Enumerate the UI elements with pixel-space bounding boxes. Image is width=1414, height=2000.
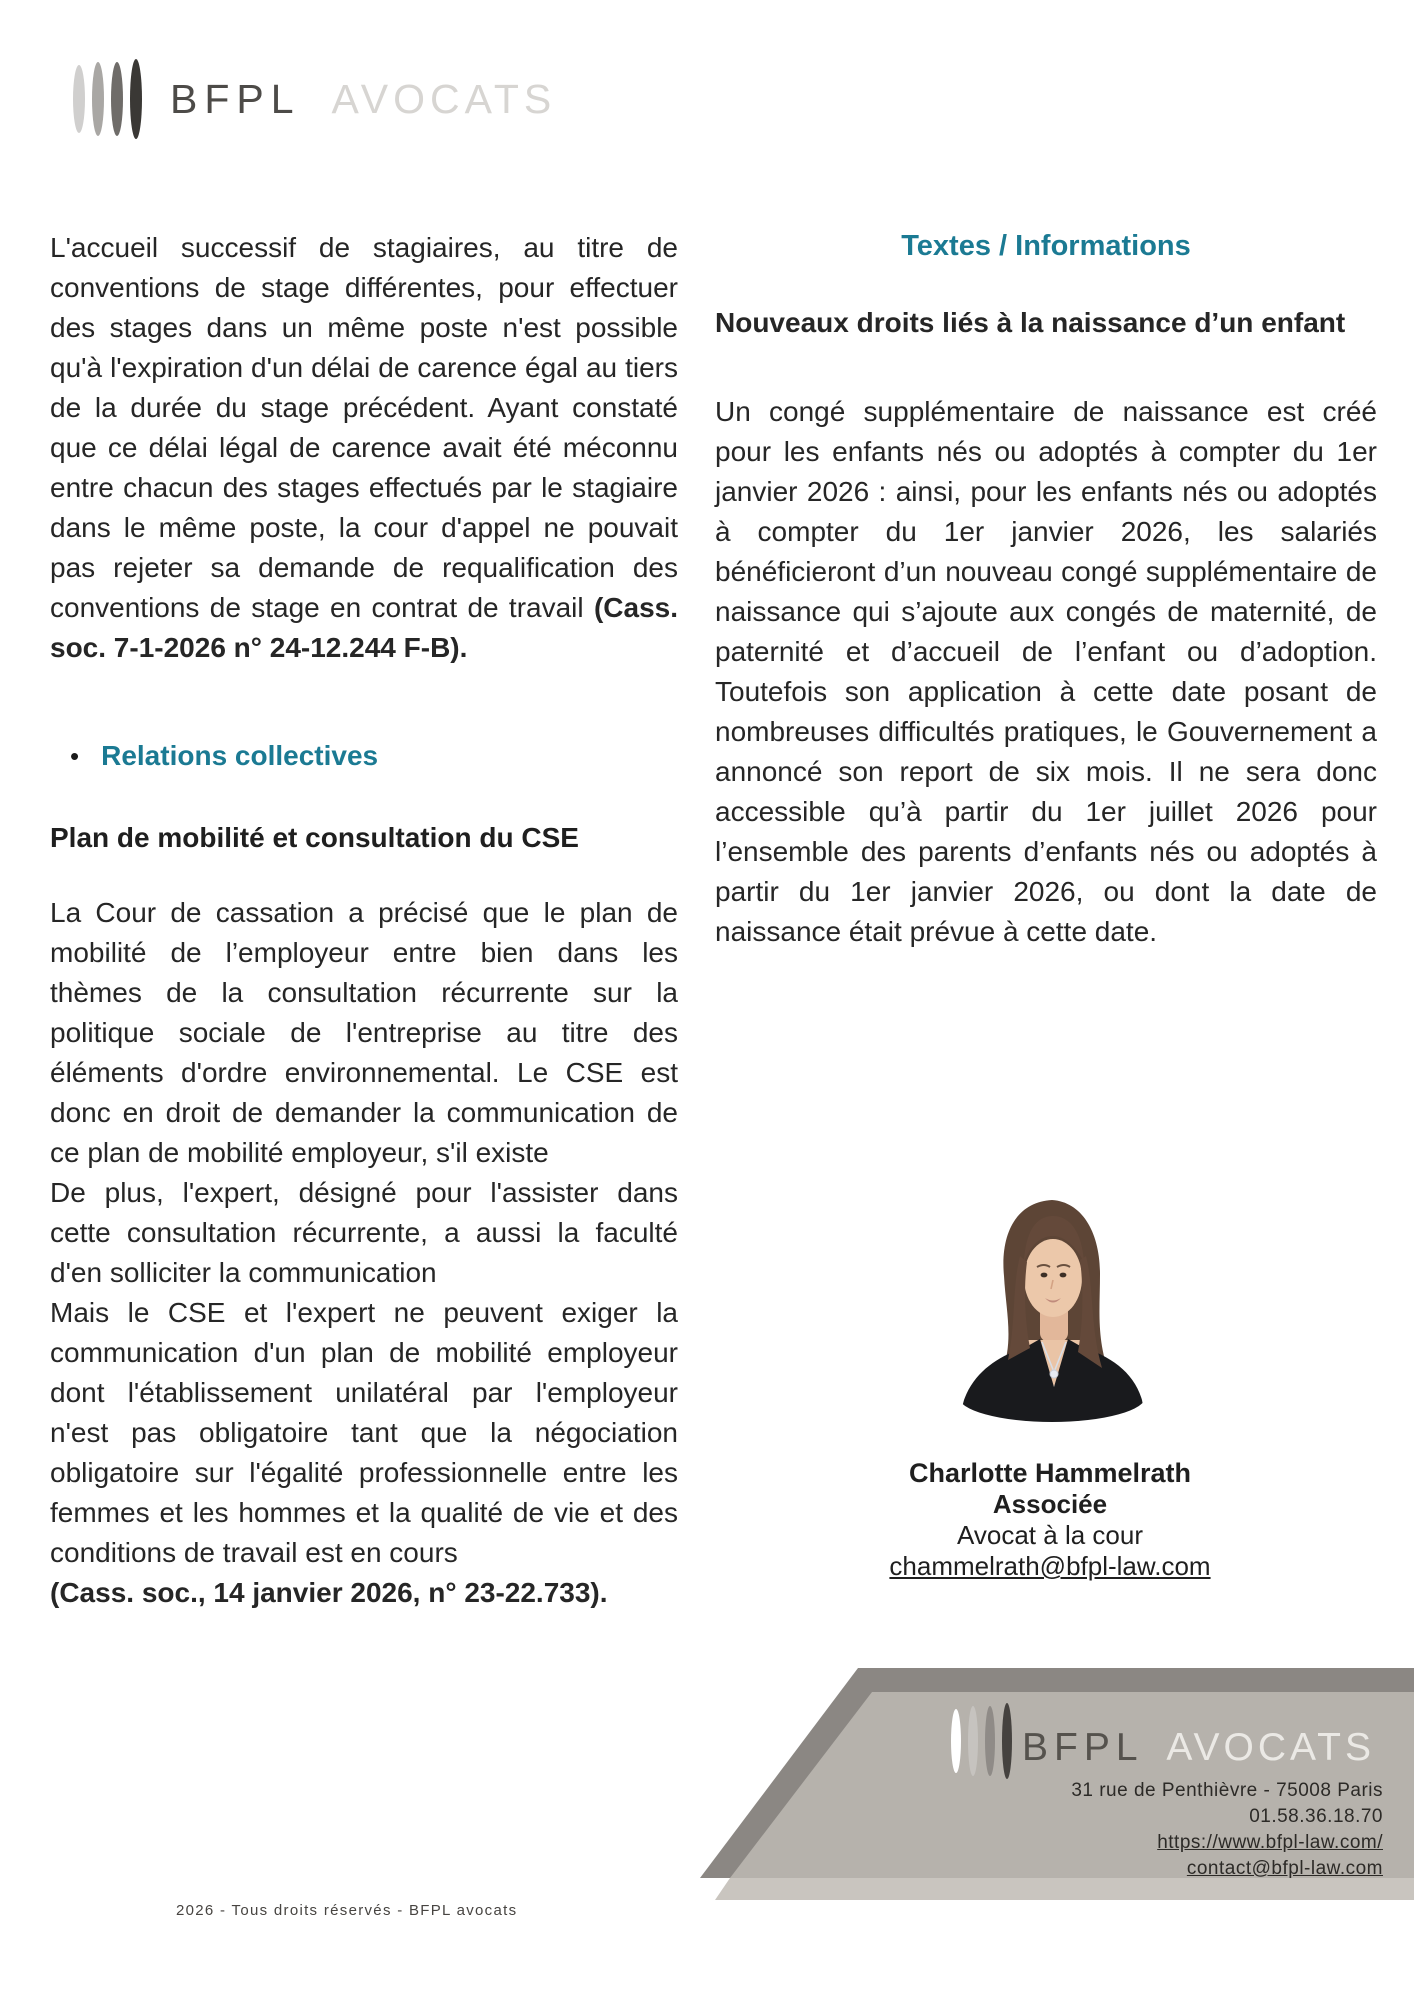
case-reference-2: (Cass. soc., 14 janvier 2026, n° 23-22.733). (50, 1577, 608, 1608)
footer-brand-primary: BFPL (1022, 1726, 1144, 1769)
section-bullet-heading (70, 736, 678, 776)
body-paragraph-a: La Cour de cassation a précisé que le plan de mobilité de l’employeur entre bien dans les thèmes de la consultation récurrente sur la politique sociale de l'entreprise au titre des éléments d'ordre environnemental. Le CSE est donc en droit de demander la communication de ce plan de mobilité employeur, s'il existe (50, 897, 678, 1168)
brand-name-primary: BFPL (170, 75, 300, 122)
article-heading: Nouveaux droits liés à la naissance d’un enfant (715, 307, 1346, 338)
header-logo (70, 56, 556, 142)
footer-logo-bars-icon (948, 1700, 1014, 1782)
brand-name-secondary: AVOCATS (331, 75, 557, 122)
body-paragraph-b: De plus, l'expert, désigné pour l'assister dans cette consultation récurrente, a aussi la faculté d'en solliciter la communication (50, 1177, 678, 1288)
intro-paragraph (50, 228, 678, 668)
article-paragraph: Un congé supplémentaire de naissance est créé pour les enfants nés ou adoptés à compter du 1er janvier 2026 : ainsi, pour les enfants nés ou adoptés à compter du 1er janvier 2026, les salariés bénéficieront d’un nouveau congé supplémentaire de naissance qui s’ajoute aux congés de maternité, de paternité et d’accueil de l’enfant ou d’adoption. Toutefois son application à cette date posant de nombreuses difficultés pratiques, le Gouvernement a annoncé son report de six mois. Il ne sera donc accessible qu’à partir du 1er juillet 2026 pour l’ensemble des parents d’enfants nés ou adoptés à partir du 1er janvier 2026, ou dont la date de naissance était prévue à cette date. (715, 396, 1377, 947)
brand-wordmark (170, 76, 556, 123)
footer-phone: 01.58.36.18.70 (1249, 1806, 1383, 1827)
contact-role: Associée (992, 1489, 1108, 1519)
footer-website-link[interactable]: https://www.bfpl-law.com/ (1157, 1832, 1383, 1853)
contact-title: Avocat à la cour (957, 1520, 1143, 1550)
contact-block (760, 1458, 1340, 1582)
left-column (50, 228, 678, 1613)
portrait-photo (958, 1188, 1146, 1422)
copyright-text: 2026 - Tous droits réservés - BFPL avocats (176, 1902, 518, 1919)
footer-email-link[interactable]: contact@bfpl-law.com (1186, 1858, 1383, 1879)
footer-brand-wordmark (1022, 1726, 1375, 1770)
section-heading: Textes / Informations (901, 230, 1191, 262)
woman-portrait-icon (958, 1188, 1146, 1422)
logo-bars-icon (70, 56, 144, 142)
footer-brand-secondary: AVOCATS (1166, 1726, 1375, 1769)
contact-email-link[interactable]: chammelrath@bfpl-law.com (889, 1551, 1211, 1581)
contact-name: Charlotte Hammelrath (908, 1458, 1192, 1488)
intro-paragraph-text: L'accueil successif de stagiaires, au titre de conventions de stage différentes, pour effectuer des stages dans un même poste n'est possible qu'à l'expiration d'un délai de carence égal au tiers de la durée du stage précédent. Ayant constaté que ce délai légal de carence avait été méconnu entre chacun des stages effectués par le stagiaire dans le même poste, la cour d'appel ne pouvait pas rejeter sa demande de requalification des conventions de stage en contrat de travail (50, 232, 678, 623)
body-paragraph-c: Mais le CSE et l'expert ne peuvent exiger la communication d'un plan de mobilité employeur dont l'établissement unilatéral par l'employeur n'est pas obligatoire tant que la négociation obligatoire sur l'égalité professionnelle entre les femmes et les hommes et la qualité de vie et des conditions de travail est en cours (50, 1297, 678, 1568)
section-bullet-label: Relations collectives (101, 740, 379, 771)
case-reference-1: (Cass. soc. 7-1-2026 n° 24-12.244 F-B). (50, 592, 678, 663)
footer-address: 31 rue de Penthièvre - 75008 Paris (1071, 1780, 1383, 1801)
bullet-icon: • (70, 741, 80, 771)
article-subheading: Plan de mobilité et consultation du CSE (50, 822, 579, 853)
footer-contact-info (983, 1778, 1383, 1882)
right-column (715, 226, 1377, 952)
